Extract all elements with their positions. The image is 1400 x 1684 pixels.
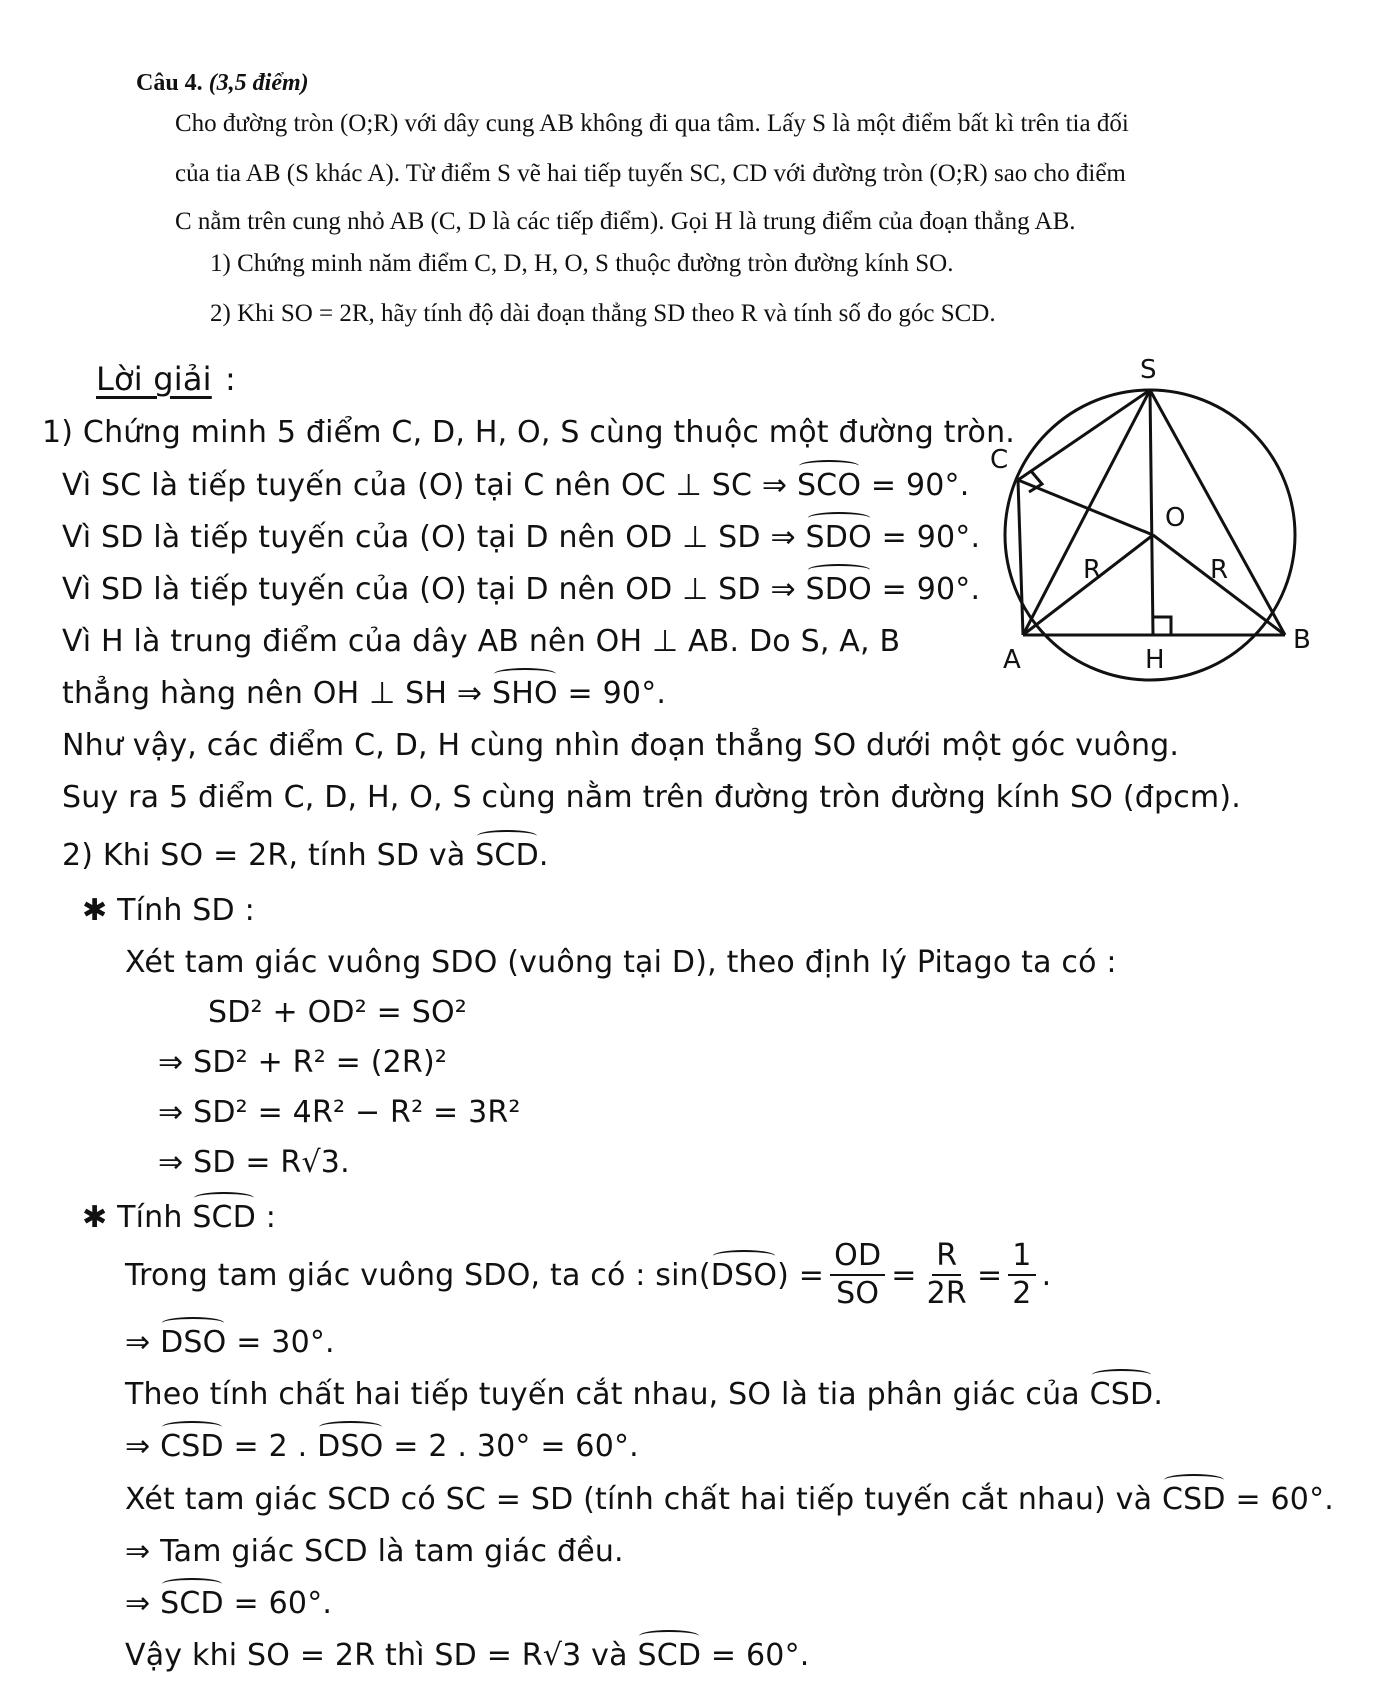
solution-heading-colon: : bbox=[225, 360, 236, 398]
angle-dso-2: DSO bbox=[317, 1429, 384, 1464]
problem-points: (3,5 điểm) bbox=[208, 70, 309, 96]
part2-title bbox=[62, 838, 549, 873]
part1-line-7: Suy ra 5 điểm C, D, H, O, S cùng nằm trên đường tròn đường kính SO (đpcm). bbox=[62, 780, 1241, 815]
fraction-1-2 bbox=[1008, 1238, 1035, 1312]
equation-4: ⇒ SD = R√3. bbox=[158, 1145, 350, 1180]
fraction-3-den: 2 bbox=[1012, 1276, 1032, 1311]
triangle-line bbox=[125, 1482, 1334, 1517]
problem-item-2: 2) Khi SO = 2R, hãy tính độ dài đoạn thẳng SD theo R và tính số đo góc SCD. bbox=[210, 300, 996, 327]
csd-result bbox=[125, 1429, 639, 1464]
label-b: B bbox=[1293, 625, 1311, 655]
angle-sho: SHO bbox=[491, 676, 558, 711]
sd-intro: Xét tam giác vuông SDO (vuông tại D), theo định lý Pitago ta có : bbox=[125, 945, 1117, 980]
fraction-3-num: 1 bbox=[1008, 1238, 1035, 1276]
triangle-end: = 60°. bbox=[1235, 1482, 1335, 1517]
part1-line-3-end: = 90°. bbox=[881, 572, 981, 607]
part1-line-5-text: thẳng hàng nên OH ⊥ SH ⇒ bbox=[62, 676, 483, 711]
fraction-2-den: 2R bbox=[926, 1276, 967, 1311]
sin-line bbox=[125, 1238, 1051, 1312]
angle-sco: SCO bbox=[796, 468, 862, 503]
angle-scd-heading: SCD bbox=[192, 1200, 257, 1235]
angle-sdo-2: SDO bbox=[805, 572, 872, 607]
equation-2: ⇒ SD² + R² = (2R)² bbox=[158, 1045, 448, 1080]
part1-line-6: Như vậy, các điểm C, D, H cùng nhìn đoạn thẳng SO dưới một góc vuông. bbox=[62, 728, 1180, 763]
segment-sh bbox=[1150, 390, 1153, 635]
fraction-r-2r bbox=[923, 1238, 971, 1312]
csd-implies: ⇒ bbox=[125, 1429, 151, 1464]
problem-line-3: C nằm trên cung nhỏ AB (C, D là các tiếp điểm). Gọi H là trung điểm của đoạn thẳng AB. bbox=[175, 208, 1076, 235]
conclusion bbox=[125, 1638, 810, 1673]
sin-line-end: . bbox=[1041, 1257, 1052, 1293]
label-o: O bbox=[1165, 503, 1186, 533]
bisector-text: Theo tính chất hai tiếp tuyến cắt nhau, SO là tia phân giác của bbox=[125, 1377, 1080, 1412]
equation-3: ⇒ SD² = 4R² − R² = 3R² bbox=[158, 1095, 521, 1130]
angle-dso: DSO bbox=[160, 1325, 227, 1360]
dso-result bbox=[125, 1325, 335, 1360]
segment-co bbox=[1018, 480, 1153, 535]
part1-line-2-end: = 90°. bbox=[881, 520, 981, 555]
csd-value: = 2 . 30° = 60°. bbox=[393, 1429, 639, 1464]
part1-line-5-end: = 90°. bbox=[567, 676, 667, 711]
geometry-figure bbox=[985, 350, 1315, 690]
angle-sdo: SDO bbox=[805, 520, 872, 555]
sin-intro: Trong tam giác vuông SDO, ta có : sin( bbox=[125, 1257, 711, 1293]
part2-title-end: . bbox=[538, 838, 549, 873]
part1-line-3-text: Vì SD là tiếp tuyến của (O) tại D nên OD ⊥ SD ⇒ bbox=[62, 572, 796, 607]
fraction-1-num: OD bbox=[830, 1238, 885, 1276]
segment-ca bbox=[1018, 480, 1023, 635]
fraction-1-den: SO bbox=[836, 1276, 880, 1311]
label-h: H bbox=[1145, 645, 1165, 675]
part2-title-text: 2) Khi SO = 2R, tính SD và bbox=[62, 838, 466, 873]
angle-dso-sin: DSO bbox=[710, 1257, 778, 1293]
segment-oa bbox=[1023, 535, 1153, 635]
angle-csd: CSD bbox=[160, 1429, 224, 1464]
equals-sign-1: = bbox=[891, 1257, 917, 1293]
part1-line-5 bbox=[62, 676, 666, 711]
equilateral-line: ⇒ Tam giác SCD là tam giác đều. bbox=[125, 1534, 624, 1569]
segment-sc bbox=[1018, 390, 1150, 480]
problem-number: Câu 4. bbox=[136, 70, 203, 96]
label-a: A bbox=[1003, 645, 1021, 675]
dso-value: = 30°. bbox=[236, 1325, 335, 1360]
part1-title: 1) Chứng minh 5 điểm C, D, H, O, S cùng thuộc một đường tròn. bbox=[42, 415, 1016, 450]
part1-line-1-end: = 90°. bbox=[870, 468, 970, 503]
bisector-line bbox=[125, 1377, 1163, 1412]
sd-heading: ✱ Tính SD : bbox=[82, 893, 255, 928]
problem-title bbox=[136, 70, 309, 97]
equation-1: SD² + OD² = SO² bbox=[208, 995, 468, 1030]
problem-line-1: Cho đường tròn (O;R) với dây cung AB không đi qua tâm. Lấy S là một điểm bất kì trên tia đối bbox=[175, 110, 1129, 137]
fraction-2-num: R bbox=[932, 1238, 961, 1276]
label-r-right: R bbox=[1210, 555, 1229, 585]
triangle-text: Xét tam giác SCD có SC = SD (tính chất hai tiếp tuyến cắt nhau) và bbox=[125, 1482, 1153, 1517]
sin-mid: ) = bbox=[777, 1257, 825, 1293]
fraction-od-so bbox=[830, 1238, 885, 1312]
label-s: S bbox=[1140, 355, 1157, 385]
equals-sign-2: = bbox=[976, 1257, 1003, 1293]
angle-scd-result: SCD bbox=[160, 1586, 224, 1621]
csd-mid: = 2 . bbox=[233, 1429, 308, 1464]
scd-heading bbox=[82, 1200, 276, 1235]
angle-scd-title: SCD bbox=[475, 838, 539, 873]
right-angle-h bbox=[1153, 617, 1171, 635]
label-r-left: R bbox=[1083, 555, 1102, 585]
scd-value: = 60°. bbox=[233, 1586, 333, 1621]
part1-line-4: Vì H là trung điểm của dây AB nên OH ⊥ AB. Do S, A, B bbox=[62, 624, 901, 659]
part1-line-2-text: Vì SD là tiếp tuyến của (O) tại D nên OD ⊥ SD ⇒ bbox=[62, 520, 796, 555]
solution-heading-text: Lời giải bbox=[96, 360, 212, 398]
solution-heading bbox=[96, 360, 212, 398]
part1-line-1 bbox=[62, 468, 970, 503]
angle-csd-bisector: CSD bbox=[1089, 1377, 1154, 1412]
bisector-end: . bbox=[1153, 1377, 1164, 1412]
scd-heading-end: : bbox=[265, 1200, 277, 1235]
scd-result bbox=[125, 1586, 332, 1621]
part1-line-3 bbox=[62, 572, 980, 607]
angle-csd-tri: CSD bbox=[1161, 1482, 1226, 1517]
problem-line-2: của tia AB (S khác A). Từ điểm S vẽ hai tiếp tuyến SC, CD với đường tròn (O;R) sao cho điểm bbox=[175, 160, 1126, 187]
part1-line-1-text: Vì SC là tiếp tuyến của (O) tại C nên OC ⊥ SC ⇒ bbox=[62, 468, 788, 503]
angle-scd-conclusion: SCD bbox=[637, 1638, 702, 1673]
conclusion-text: Vậy khi SO = 2R thì SD = R√3 và bbox=[125, 1638, 628, 1673]
segment-sa bbox=[1023, 390, 1150, 635]
scd-heading-text: ✱ Tính bbox=[82, 1200, 183, 1235]
problem-item-1: 1) Chứng minh năm điểm C, D, H, O, S thuộc đường tròn đường kính SO. bbox=[210, 250, 954, 277]
label-c: C bbox=[990, 445, 1009, 475]
part1-line-2 bbox=[62, 520, 980, 555]
conclusion-end: = 60°. bbox=[710, 1638, 810, 1673]
scd-implies: ⇒ bbox=[125, 1586, 151, 1621]
dso-implies: ⇒ bbox=[125, 1325, 151, 1360]
segment-ob bbox=[1153, 535, 1285, 635]
